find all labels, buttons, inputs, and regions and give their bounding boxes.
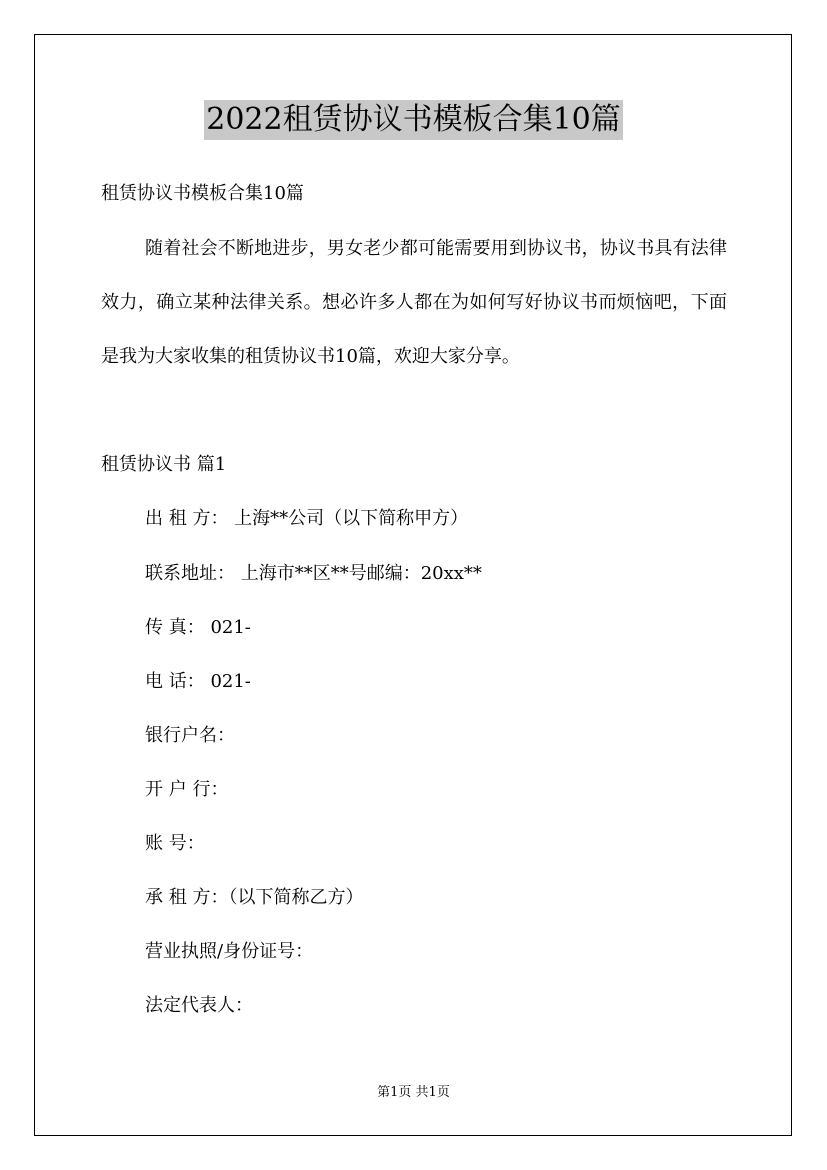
- field-lessee: 承 租 方：（以下简称乙方）: [145, 887, 364, 908]
- intro-paragraph: 随着社会不断地进步，男女老少都可能需要用到协议书，协议书具有法律效力，确立某种法律关系。想必许多人都在为如何写好协议书而烦恼吧，下面是我为大家收集的租赁协议书10篇，欢迎大家分享。: [101, 238, 727, 367]
- title-container: [0, 100, 827, 140]
- field-bank: 开 户 行：: [145, 779, 229, 800]
- document-title: 2022租赁协议书模板合集10篇: [204, 100, 623, 140]
- field-fax: 传 真： 021-: [145, 617, 251, 638]
- field-legal-rep: 法定代表人：: [145, 995, 253, 1016]
- field-account-number: 账 号：: [145, 833, 205, 854]
- field-lessor: 出 租 方： 上海**公司（以下简称甲方）: [145, 508, 469, 529]
- field-license-id: 营业执照/身份证号：: [145, 941, 314, 962]
- document-subtitle: 租赁协议书模板合集10篇: [101, 183, 304, 204]
- field-address: 联系地址： 上海市**区**号邮编：20xx**: [145, 563, 482, 584]
- page-footer: 第1页 共1页: [377, 1085, 450, 1100]
- field-account-name: 银行户名：: [145, 725, 235, 746]
- section-heading: 租赁协议书 篇1: [101, 454, 227, 475]
- field-phone: 电 话： 021-: [145, 671, 251, 692]
